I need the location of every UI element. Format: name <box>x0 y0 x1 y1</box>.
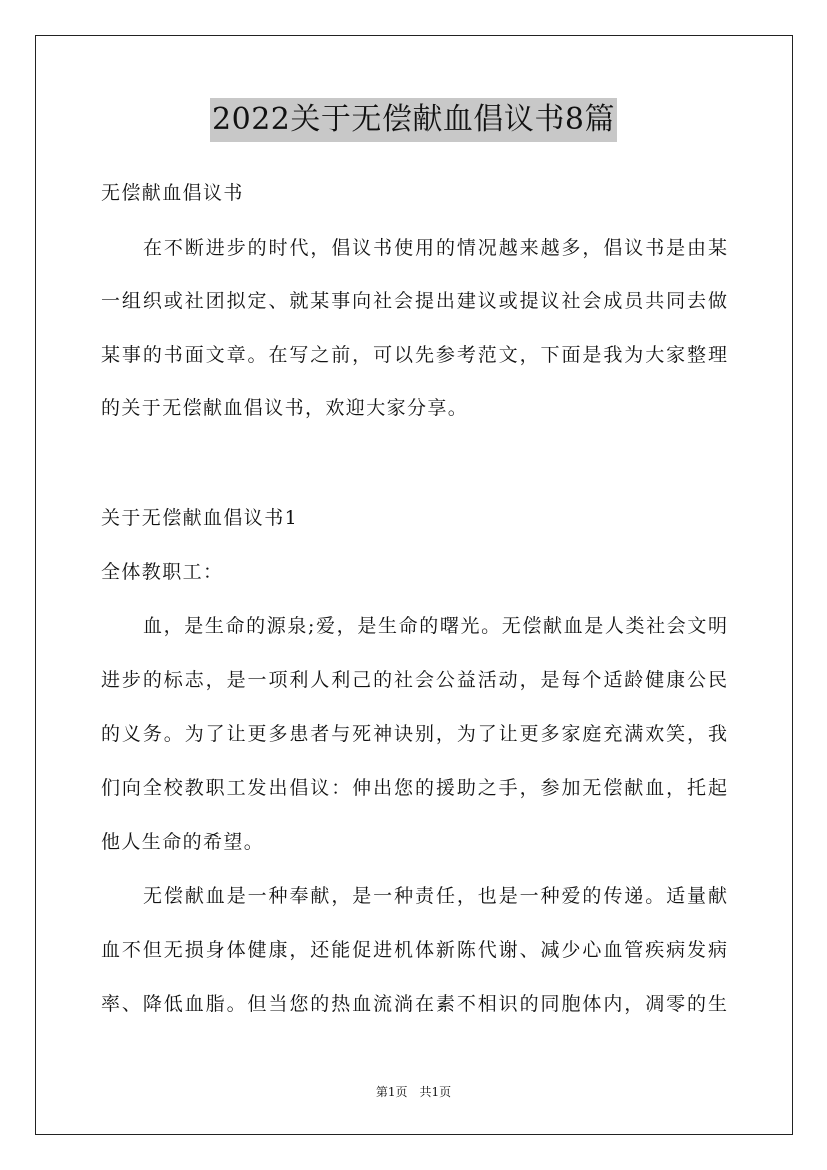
para1-line-3: 的义务。为了让更多患者与死神诀别，为了让更多家庭充满欢笑，我 <box>101 723 727 745</box>
document-subtitle: 无偿献血倡议书 <box>101 182 244 204</box>
para2-line-3: 率、降低血脂。但当您的热血流淌在素不相识的同胞体内，凋零的生 <box>101 993 727 1015</box>
para1-line-4: 们向全校教职工发出倡议：伸出您的援助之手，参加无偿献血，托起 <box>101 777 727 799</box>
section-heading: 关于无偿献血倡议书1 <box>101 507 299 529</box>
para2-line-1: 无偿献血是一种奉献，是一种责任，也是一种爱的传递。适量献 <box>143 885 727 907</box>
salutation: 全体教职工： <box>101 561 224 583</box>
intro-line-3: 某事的书面文章。在写之前，可以先参考范文，下面是我为大家整理 <box>101 344 727 366</box>
title-wrap <box>0 98 827 142</box>
intro-line-4: 的关于无偿献血倡议书，欢迎大家分享。 <box>101 397 469 419</box>
intro-line-2: 一组织或社团拟定、就某事向社会提出建议或提议社会成员共同去做 <box>101 290 727 312</box>
document-title: 2022关于无偿献血倡议书8篇 <box>210 98 617 142</box>
para1-line-1: 血，是生命的源泉;爱，是生命的曙光。无偿献血是人类社会文明 <box>143 615 727 637</box>
para1-line-5: 他人生命的希望。 <box>101 831 265 853</box>
intro-line-1: 在不断进步的时代，倡议书使用的情况越来越多，倡议书是由某 <box>143 237 727 259</box>
para2-line-2: 血不但无损身体健康，还能促进机体新陈代谢、减少心血管疾病发病 <box>101 939 727 961</box>
page-footer: 第1页 共1页 <box>375 1085 452 1099</box>
para1-line-2: 进步的标志，是一项利人利己的社会公益活动，是每个适龄健康公民 <box>101 669 727 691</box>
